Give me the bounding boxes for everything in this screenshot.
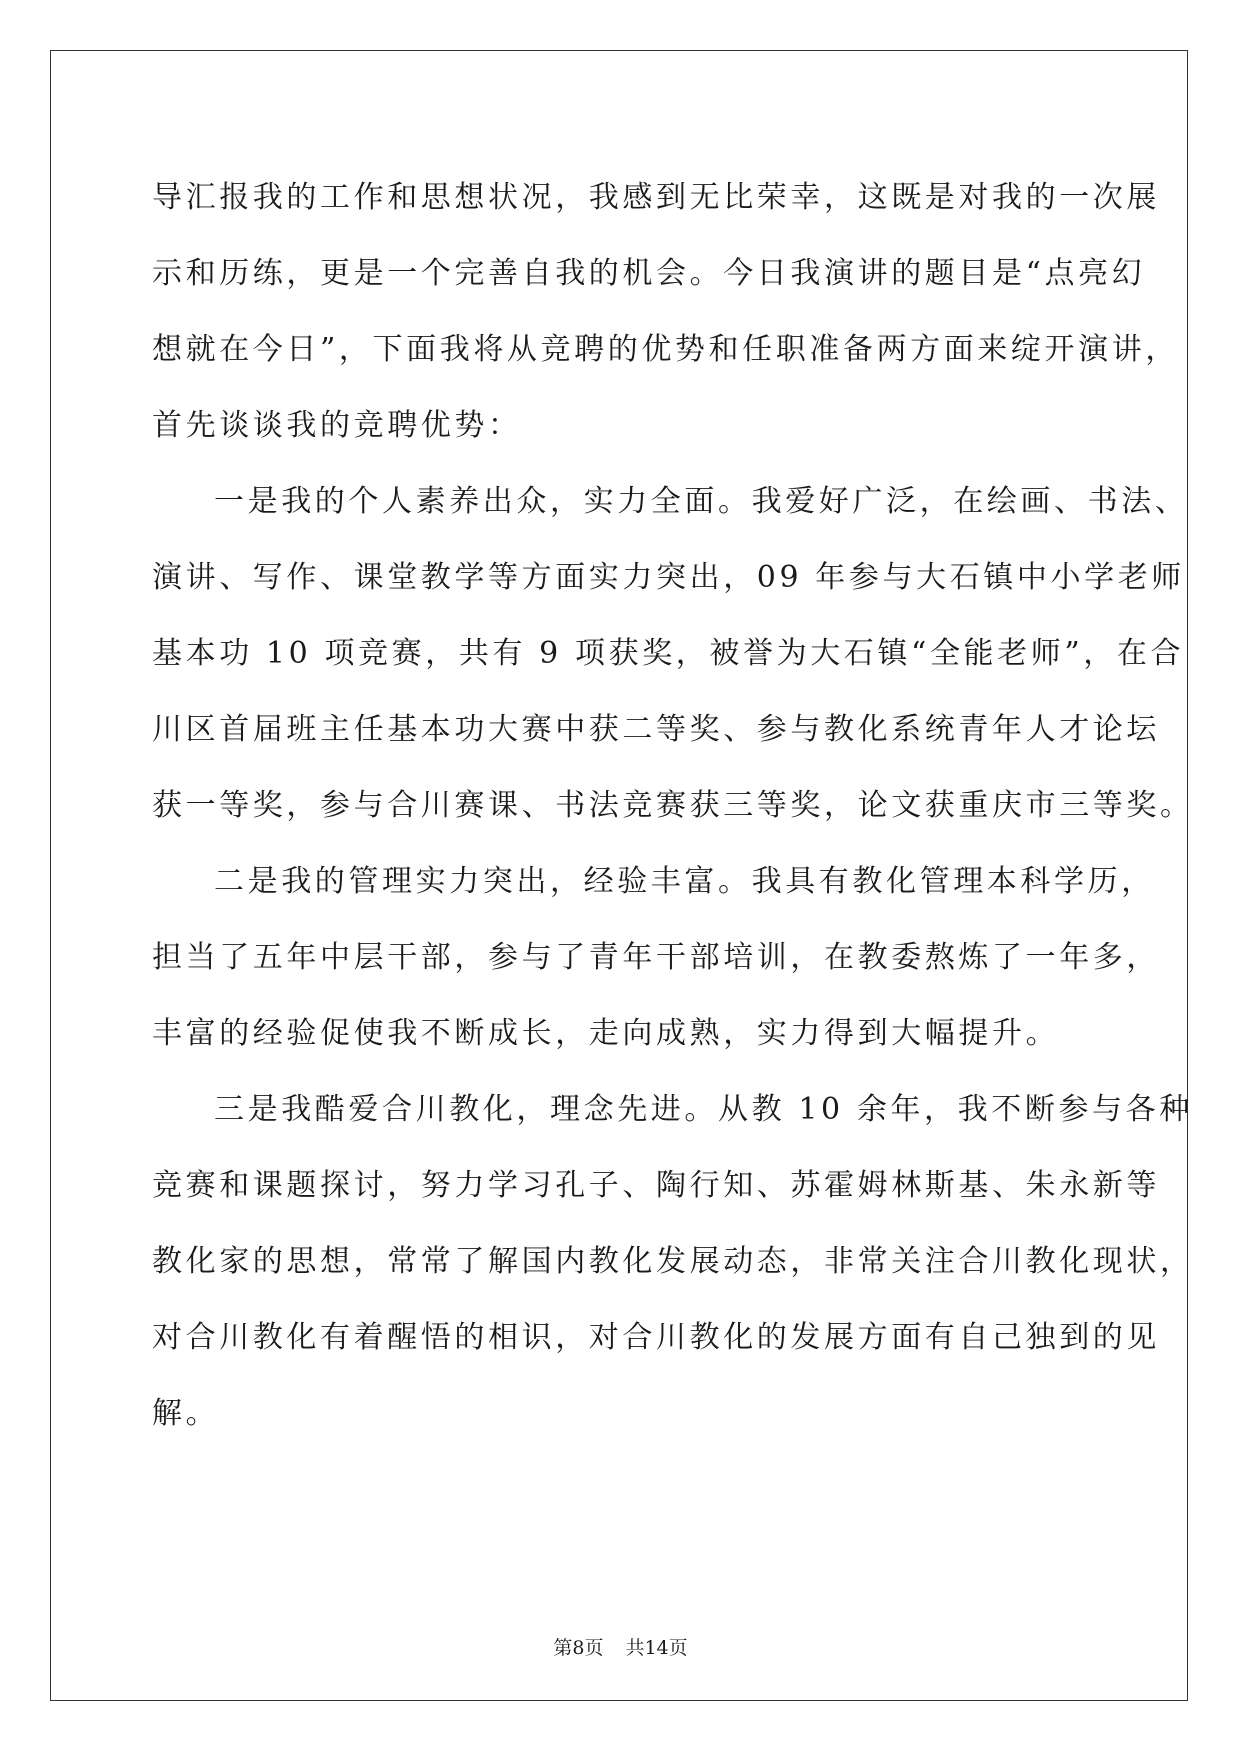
text-line: 想就在今日”，下面我将从竞聘的优势和任职准备两方面来绽开演讲， (152, 332, 1179, 367)
text-line: 川区首届班主任基本功大赛中获二等奖、参与教化系统青年人才论坛 (152, 712, 1160, 747)
text-line: 教化家的思想，常常了解国内教化发展动态，非常关注合川教化现状， (152, 1244, 1194, 1279)
document-body (152, 160, 1194, 1452)
page-number-total: 共14页 (625, 1637, 688, 1659)
text-line: 对合川教化有着醒悟的相识，对合川教化的发展方面有自己独到的见 (152, 1320, 1160, 1355)
text-line: 竞赛和课题探讨，努力学习孔子、陶行知、苏霍姆林斯基、朱永新等 (152, 1168, 1160, 1203)
text-line: 基本功 10 项竞赛，共有 9 项获奖，被誉为大石镇“全能老师”，在合 (152, 636, 1185, 671)
text-line: 演讲、写作、课堂教学等方面实力突出，09 年参与大石镇中小学老师 (152, 560, 1185, 595)
text-line: 担当了五年中层干部，参与了青年干部培训，在教委熬炼了一年多， (152, 940, 1160, 975)
text-line: 示和历练，更是一个完善自我的机会。今日我演讲的题目是“点亮幻 (152, 256, 1146, 291)
page-footer (0, 1636, 1241, 1660)
text-line: 获一等奖，参与合川赛课、书法竞赛获三等奖，论文获重庆市三等奖。 (152, 788, 1194, 823)
paragraph-first-line: 二是我的管理实力突出，经验丰富。我具有教化管理本科学历， (214, 864, 1155, 899)
text-line: 首先谈谈我的竞聘优势： (152, 408, 522, 443)
text-line: 丰富的经验促使我不断成长，走向成熟，实力得到大幅提升。 (152, 1016, 1060, 1051)
page-number-current: 第8页 (553, 1637, 604, 1659)
paragraph-first-line: 三是我酷爱合川教化，理念先进。从教 10 余年，我不断参与各种 (214, 1092, 1193, 1127)
text-line: 解。 (152, 1396, 220, 1431)
paragraph-first-line: 一是我的个人素养出众，实力全面。我爱好广泛，在绘画、书法、 (214, 484, 1189, 519)
text-line: 导汇报我的工作和思想状况，我感到无比荣幸，这既是对我的一次展 (152, 180, 1160, 215)
